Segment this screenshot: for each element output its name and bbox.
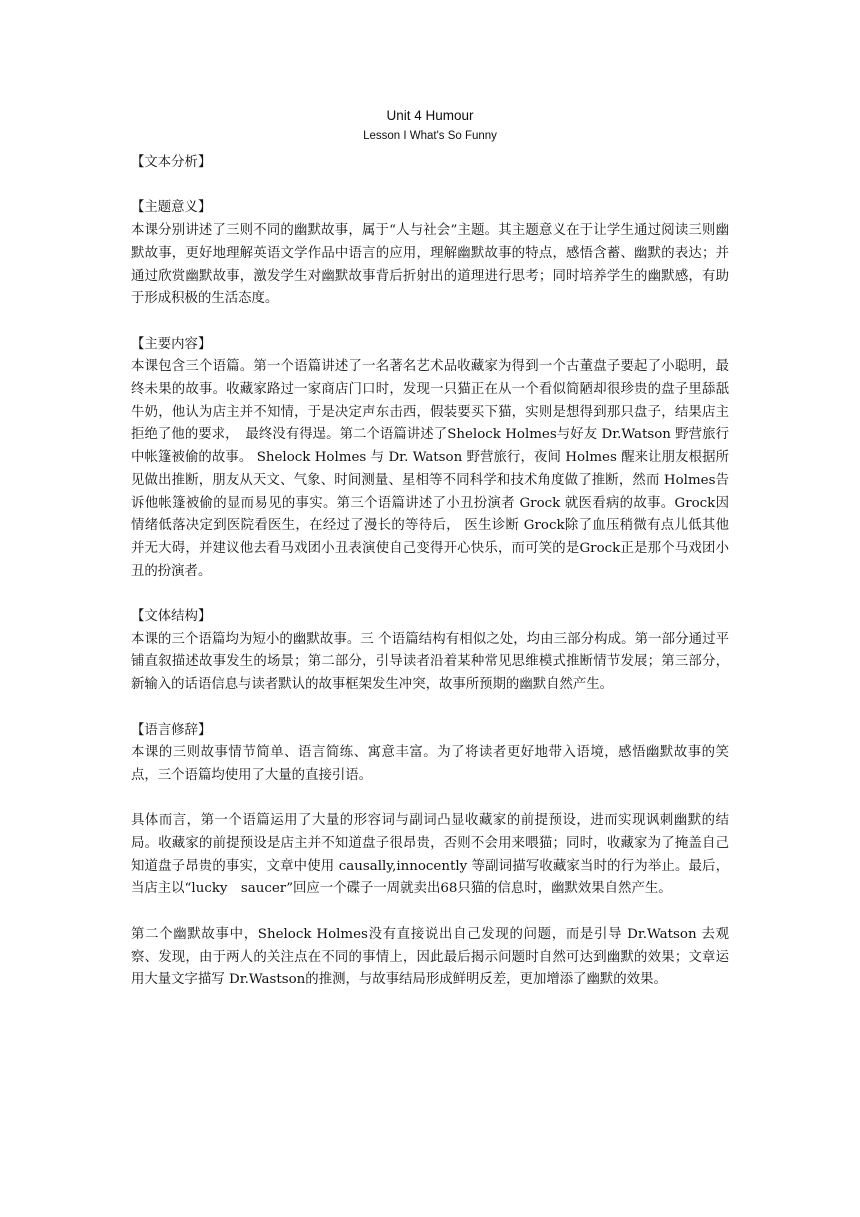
section-heading-language: 【语言修辞】 (131, 722, 212, 738)
section-heading-main-content: 【主要内容】 (131, 336, 212, 352)
document-title: Unit 4 Humour (386, 108, 474, 123)
section-heading-structure: 【文体结构】 (131, 609, 212, 625)
paragraph-language-second-story: 第二个幽默故事中，Shelock Holmes没有直接说出自己发现的问题，而是引导 Dr.Watson 去观察、发现，由于两人的关注点在不同的事情上，因此最后揭示问题时自然可达到幽默的效果；文章运用大量文字描写 Dr.Wastson的推测，与故事结局形成鲜明反差，更加增添了幽默的效果。 (131, 926, 729, 988)
document-body (131, 152, 729, 992)
paragraph-language-first-story: 具体而言，第一个语篇运用了大量的形容词与副词凸显收藏家的前提预设，进而实现讽刺幽默的结局。收藏家的前提预设是店主并不知道盘子很昂贵，否则不会用来喂猫；同时，收藏家为了掩盖自己知道盘子昂贵的事实，文章中使用 causally,innocently 等副词描写收藏家当时的行为举止。最后，当店主以“lucky saucer”回应一个碟子一周就卖出68只猫的信息时，幽默效果自然产生。 (131, 813, 729, 897)
document-subtitle: Lesson I What's So Funny (363, 130, 497, 142)
section-heading-theme: 【主题意义】 (131, 200, 212, 216)
paragraph-language-intro: 本课的三则故事情节简单、语言简练、寓意丰富。为了将读者更好地带入语境，感悟幽默故事的笑点，三个语篇均使用了大量的直接引语。 (131, 745, 729, 783)
section-heading-text-analysis: 【文本分析】 (131, 155, 212, 170)
paragraph-structure: 本课的三个语篇均为短小的幽默故事。三 个语篇结构有相似之处，均由三部分构成。第一部分通过平铺直叙描述故事发生的场景；第二部分，引导读者沿着某种常见思维模式推断情节发展；第三部分，新输入的话语信息与读者默认的故事框架发生冲突，故事所预期的幽默自然产生。 (131, 631, 729, 693)
paragraph-theme: 本课分别讲述了三则不同的幽默故事，属于“人与社会”主题。其主题意义在于让学生通过阅读三则幽默故事，更好地理解英语文学作品中语言的应用，理解幽默故事的特点，感悟含蓄、幽默的表达；并通过欣赏幽默故事，激发学生对幽默故事背后折射出的道理进行思考；同时培养学生的幽默感，有助于形成积极的生活态度。 (131, 223, 729, 307)
paragraph-main-content: 本课包含三个语篇。第一个语篇讲述了一名著名艺术品收藏家为得到一个古董盘子要起了小聪明，最终未果的故事。收藏家路过一家商店门口时，发现一只猫正在从一个看似简陋却很珍贵的盘子里舔舐牛奶，他认为店主并不知情，于是决定声东击西，假装要买下猫，实则是想得到那只盘子，结果店主拒绝了他的要求， 最终没有得逞。第二个语篇讲述了Shelock Holmes与好友 Dr.Watson 野营旅行中帐篷被偷的故事。 Shelock Holmes 与 Dr. Watson 野营旅行，夜间 Holmes 醒来让朋友根据所见做出推断，朋友从天文、气象、时间测量、星相等不同科学和技术角度做了推断，然而 Holmes告诉他帐篷被偷的显而易见的事实。第三个语篇讲述了小丑扮演者 Grock 就医看病的故事。Grock因情绪低落决定到医院看医生，在经过了漫长的等待后， 医生诊断 Grock除了血压稍微有点儿低其他并无大碍，并建议他去看马戏团小丑表演使自己变得开心快乐，而可笑的是Grock正是那个马戏团小丑的扮演者。 (131, 359, 729, 579)
